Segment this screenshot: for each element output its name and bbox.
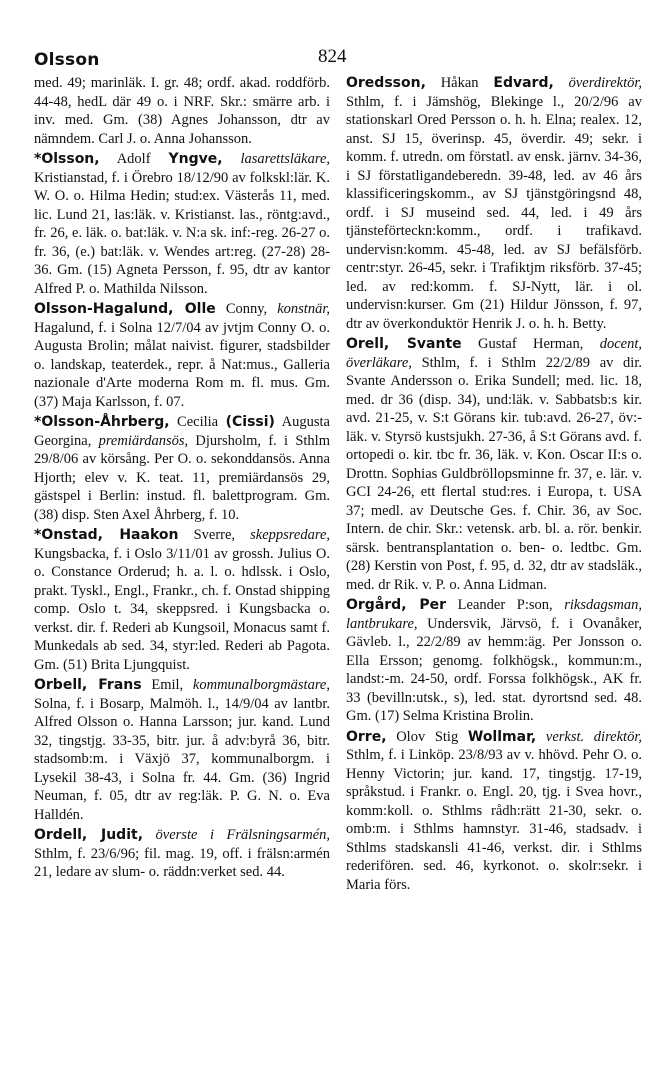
entry-given-name: Yngve, (168, 151, 223, 167)
entry-text: Sthlm, f. i Jämshög, Blekinge l., 20/2/96 av stationskarl Ored Persson o. h. h. Elna; realex. 12, anst. SJ 15, överinsp. 45, överdir. 49; sekr. i komm. f. utredn. om förstatl. av ensk. järnv. 34-36, i SJ förstatligandeberedn. 39-48, led. av 46 års klassificeringskomm., av SJ tjänstgöringsnd 48, ordf. i SJ museind sed. 44, led. i 49 års tjänsteförteckn:komm., ordf. i trafikavd. undervisn:komm. 45-48, led. av SJ befälsförb. centr:styr. 26-45, sekr. i Trafiktjm riksförb. 37-45; led. av red:komm. f. SJ-Nytt, lär. i ol. undervisn:kurser. Gm (21) Hildur Jönsson, f. 97, dtr av överkonduktör Henrik J. o. h. h. Betty. (346, 93, 642, 332)
biography-entry (34, 300, 330, 411)
entry-text: Hagalund, f. i Solna 12/7/04 av jvtjm Conny O. o. Augusta Brolin; målat naivist. figurer, stadsbilder o. landskap, teaterdek., repr. å Nat:mus., Galleria nazionale d'Arte moderna Rom m. fl. mus. Gm. (37) Maja Karlsson, f. 07. (34, 319, 330, 410)
biography-entry (34, 150, 330, 298)
entry-surname: Olsson-Hagalund, Olle (34, 301, 216, 317)
entry-surname: Orre, (346, 728, 387, 745)
entry-occupation: lasarettsläkare, (240, 151, 331, 167)
entry-text: Gustaf Herman, (461, 336, 600, 352)
biography-entry (34, 526, 330, 674)
left-column (34, 74, 330, 882)
entry-text (554, 75, 569, 91)
entry-text: Sverre, (178, 527, 251, 543)
entry-text: Sthlm, f. 23/6/96; fil. mag. 19, off. i frälsn:armén 21, ledare av slum- o. räddn:verket sed. 44. (34, 845, 330, 880)
entry-surname: Ordell, Judit, (34, 827, 144, 843)
entry-text (223, 151, 241, 167)
right-column (346, 74, 642, 894)
entry-surname: Orgård, Per (346, 597, 447, 613)
entry-text: Djursholm, f. i Sthlm 29/8/06 av körsång. Per O. o. sekonddansös. Anna Hjorth; elev v. K. teat. 11, premiärdansös 29, gästspel i Berlin: instud. fl. balettprogram. Gm. (38) disp. Sten Axel Åhrberg, f. 10. (34, 432, 330, 523)
entry-text: Sthlm, f. i Linköp. 23/8/93 av v. hhövd. Pehr O. o. Henny Victorin; jur. kand. 17, tingstjg. 17-19, språkstud. i Frankr. o. Engl. 20, tjg. i Svea hovr., komm:koll. o. Sthlms rådh:rätt 21-30, sekr. o. omb:m. i Sthlms hamnstyr. 31-46, stadsadv. i Sthlms stadskansli 41-46, verkst. dir. i Sthlms rederifören. sed. 46, kyrkonot. o. skolr:sekr. i Maria förs. (346, 747, 642, 893)
entry-occupation: verkst. direktör, (545, 728, 642, 745)
running-head: Olsson (34, 50, 100, 70)
entry-given-name: Wollmar, (467, 728, 537, 745)
entry-surname: Orbell, Frans (34, 677, 142, 693)
biography-entry (346, 335, 642, 594)
entry-text: Conny, (215, 301, 278, 317)
biography-entry (34, 74, 330, 148)
biography-entry (346, 74, 642, 333)
entry-text: Kristianstad, f. i Örebro 18/12/90 av folkskl:lär. K. W. O. o. Hilma Hedin; stud:ex. Västerås 11, med. lic. Lund 21, las:läk. v. Kristianst. las., röntg:avd., fr. 26, e. läk. o. bat:läk. v. N:a sk. inf:-reg. 26-27 o. fr. 36, (e.) bat:läk. v. Wendes art:reg. (27-28) 28-36. Gm. (15) Agneta Persson, f. 95, dtr av kantor Alfred P. o. Mathilda Nilsson. (34, 169, 330, 297)
entry-surname: *Olsson-Åhrberg, (34, 414, 170, 430)
entry-occupation: skeppsredare, (250, 527, 331, 543)
entry-occupation: docent, överläkare, (346, 336, 642, 371)
entry-occupation: riksdagsman, lantbrukare, (346, 597, 642, 632)
biography-entry (34, 413, 330, 524)
page-number: 824 (318, 46, 347, 67)
entry-surname: *Olsson, (34, 151, 100, 167)
entry-occupation: konstnär, (277, 301, 330, 317)
entry-text: Kungsbacka, f. i Oslo 3/11/01 av grossh. Julius O. o. Constance Orderud; h. a. l. o. hdlssk. i Oslo, prakt. Tyskl., Engl., Frankr., ch. f. Onstad shipping comp. Oslo t. 34, skeppsred. i Kungsbacka o. verkst. dir. f. Rederi ab Kungsoil, Monacus samt f. Munkedals ab sed. 34, styr:led. Rederi ab Pagota. Gm. (51) Brita Ljungquist. (34, 545, 330, 673)
entry-occupation: överste i Frälsningsarmén, (155, 827, 331, 843)
entry-surname: *Onstad, Haakon (34, 527, 179, 543)
biography-entry (34, 826, 330, 882)
biography-entry (34, 676, 330, 824)
entry-given-name: Edvard, (493, 75, 554, 91)
entry-text: Olov Stig (386, 728, 468, 745)
entry-text (143, 827, 156, 843)
biography-entry (346, 728, 642, 895)
entry-text: Augusta Georgina, (34, 414, 330, 449)
entry-text: Undersvik, Järvsö, f. i Ovanåker, Gävleb. l., 22/2/89 av hemm:äg. Per Jonsson o. Ella Ersson; genomg. folkhögsk., kommun:m., landst:-m. 24-50, ordf. Forssa folkhögsk., AK fr. 33 (bevilln:utsk., s), led. stat. dyrortsnd sed. 48. Gm. (17) Selma Kristina Brolin. (346, 615, 642, 724)
entry-text: Adolf (99, 151, 169, 167)
entry-text: Sthlm, f. i Sthlm 22/2/89 av dir. Svante Andersson o. Erika Sundell; med. lic. 18, med. dr 36 (disp. 34), und:läk. v. Sabbatsb:s kir. avd. 21-25, v. S:t Görans kir. tub:avd. 26-27, öv:-läk. v. Styrsö kustsjukh. 27-36, å S:t Görans avd. f. ortopedi o. kir. tbc fr. 36, läk. v. Kon. Oscar II:s o. Drottn. Sophias Guldbröllopsminne fr. 37, e. lär. v. GCI 24-26, ett flertal stud:res. i Europa, t. USA 37; medl. av Deutsche Ges. f. Chir. 36, av Soc. Intern. de chir. Skr.: vetensk. arb. bl. a. rör. benkir. särsk. bentransplantation o. ben- o. ledtbc. Gm. (28) Kerstin von Post, f. 95, d. 32, dtr av stadsläk., med. dr Rik. v. P. o. Anna Lidman. (346, 354, 642, 593)
entry-surname: Oredsson, (346, 75, 426, 91)
entry-surname: Orell, Svante (346, 336, 462, 352)
entry-text (536, 729, 546, 745)
entry-occupation: premiärdansös, (98, 432, 189, 449)
entry-occupation: överdirektör, (568, 75, 643, 91)
biography-entry (346, 596, 642, 726)
entry-given-name: (Cissi) (225, 414, 275, 430)
entry-text: Solna, f. i Bosarp, Malmöh. l., 14/9/04 av lantbr. Alfred Olsson o. Hanna Larsson; jur. kand. Lund 32, tingstjg. 33-35, bitr. jur. å adv:byrå 36, bitr. stadsomb:m. i Växjö 37, kommunalborgm. i Lysekil 38-43, i Solna fr. 44. Gm. (36) Ingrid Neuman, f. 05, dtr av reg:läk. P. G. N. o. Eva Halldén. (34, 695, 330, 823)
entry-occupation: kommunalborgmästare, (192, 677, 330, 693)
entry-text: Emil, (141, 677, 193, 693)
entry-text: Leander P:son, (446, 597, 565, 613)
entry-text: med. 49; marinläk. I. gr. 48; ordf. akad. roddförb. 44-48, hedL där 49 o. i NRF. Skr.: smärre arb. i inv. med. Gm. (38) Agnes Johansson, dtr av nämndem. Carl J. o. Anna Johansson. (34, 75, 330, 147)
entry-text: Håkan (425, 75, 494, 91)
entry-text: Cecilia (169, 414, 226, 430)
